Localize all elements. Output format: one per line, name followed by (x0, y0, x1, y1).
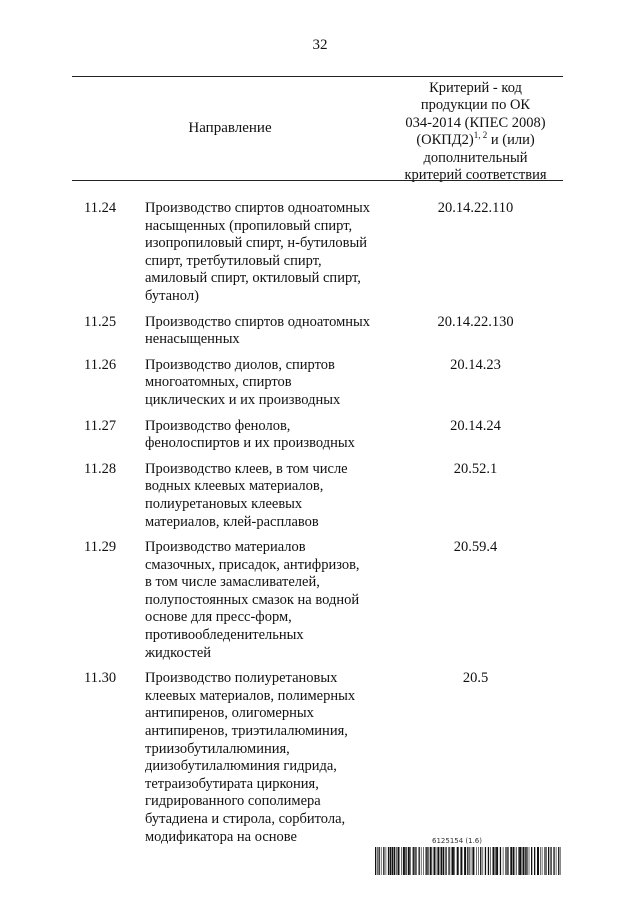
row-number: 11.24 (84, 200, 117, 216)
row-okpd-code: 20.5 (462, 670, 489, 687)
row-text-line: насыщенных (пропиловый спирт, (145, 217, 353, 234)
row-text-line: клеевых материалов, полимерных (145, 687, 356, 704)
criterion-line: продукции по ОК (420, 97, 531, 114)
criterion-line-okpd (388, 132, 563, 149)
page-number: 32 (312, 37, 328, 53)
row-okpd-code: 20.14.22.110 (437, 200, 514, 216)
criterion-footnote-ref: 1, 2 (473, 130, 488, 141)
table-row (72, 418, 563, 453)
table-row (72, 314, 563, 349)
row-direction-text (145, 539, 388, 662)
row-text-line: тетраизобутирата циркония, (145, 775, 319, 792)
row-text-line: в том числе замасливателей, (145, 574, 320, 591)
row-direction-text (145, 314, 388, 349)
row-okpd-code: 20.14.24 (450, 417, 501, 434)
table-row (72, 200, 563, 306)
criterion-line: 034-2014 (КПЕС 2008) (405, 114, 546, 131)
row-text-line: гидрированного сополимера (145, 793, 321, 810)
row-direction-text (145, 418, 388, 453)
row-direction-text (145, 200, 388, 306)
row-text-line: смазочных, присадок, антифризов, (145, 556, 360, 573)
column-header-direction-label: Направление (188, 119, 272, 136)
row-text-line: Производство клеев, в том числе (145, 460, 348, 477)
row-text-line: Производство спиртов одноатомных (145, 200, 371, 216)
table-row (72, 670, 563, 846)
criterion-line: дополнительный (423, 149, 528, 166)
row-okpd-code: 20.14.22.130 (437, 313, 514, 330)
table-row (72, 357, 563, 410)
row-text-line: водных клеевых материалов, (145, 478, 324, 495)
row-text-line: бутадиена и стирола, сорбитола, (145, 811, 346, 827)
criterion-line: критерий соответствия (404, 167, 547, 184)
row-number: 11.27 (84, 417, 117, 434)
row-okpd-code: 20.52.1 (453, 460, 498, 477)
row-text-line: основе для пресс-форм, (145, 609, 292, 626)
row-text-line: противообледенительных (145, 627, 304, 644)
row-direction-text (145, 357, 388, 410)
row-text-line: триизобутилалюминия, (145, 740, 290, 757)
row-text-line: Производство фенолов, (145, 417, 291, 434)
row-direction-text (145, 461, 388, 531)
row-text-line: спирт, третбутиловый спирт, (145, 252, 322, 269)
row-number: 11.29 (84, 539, 117, 556)
row-text-line: циклических и их производных (145, 391, 341, 408)
barcode-caption: 6125154 (1.6) (432, 837, 482, 845)
row-number: 11.25 (84, 313, 117, 330)
row-text-line: амиловый спирт, октиловый спирт, (145, 270, 361, 287)
row-text-line: фенолоспиртов и их производных (145, 435, 355, 452)
row-text-line: полиуретановых клеевых (145, 495, 303, 512)
criterion-line: Критерий - код (429, 80, 522, 96)
criterion-okpd: (ОКПД2) (416, 132, 474, 149)
row-text-line: изопропиловый спирт, н-бутиловый (145, 235, 367, 252)
row-text-line: материалов, клей-расплавов (145, 513, 319, 530)
row-direction-text (145, 670, 388, 846)
table-body (72, 200, 563, 846)
row-text-line: многоатомных, спиртов (145, 374, 292, 391)
row-number: 11.30 (84, 670, 117, 687)
row-text-line: жидкостей (145, 644, 212, 661)
row-text-line: Производство полиуретановых (145, 670, 338, 687)
row-okpd-code: 20.59.4 (453, 539, 498, 556)
barcode-image (375, 847, 561, 875)
column-header-criterion (388, 80, 563, 184)
row-text-line: диизобутилалюминия гидрида, (145, 758, 337, 775)
row-text-line: Производство диолов, спиртов (145, 356, 335, 373)
table-header-bottom-rule (72, 180, 563, 181)
row-text-line: антипиренов, олигомерных (145, 705, 314, 722)
row-text-line: бутанол) (145, 287, 199, 304)
criterion-and-or: и (или) (490, 132, 535, 149)
table-row (72, 539, 563, 662)
row-okpd-code: 20.14.23 (450, 356, 501, 373)
row-text-line: модификатора на основе (145, 828, 297, 845)
row-text-line: антипиренов, триэтилалюминия, (145, 723, 348, 740)
row-number: 11.26 (84, 356, 117, 373)
table-row (72, 461, 563, 531)
row-text-line: Производство материалов (145, 539, 306, 556)
column-header-direction (72, 76, 388, 180)
row-text-line: полупостоянных смазок на водной (145, 591, 360, 608)
row-text-line: Производство спиртов одноатомных (145, 313, 371, 330)
row-text-line: ненасыщенных (145, 331, 240, 348)
row-number: 11.28 (84, 460, 117, 477)
